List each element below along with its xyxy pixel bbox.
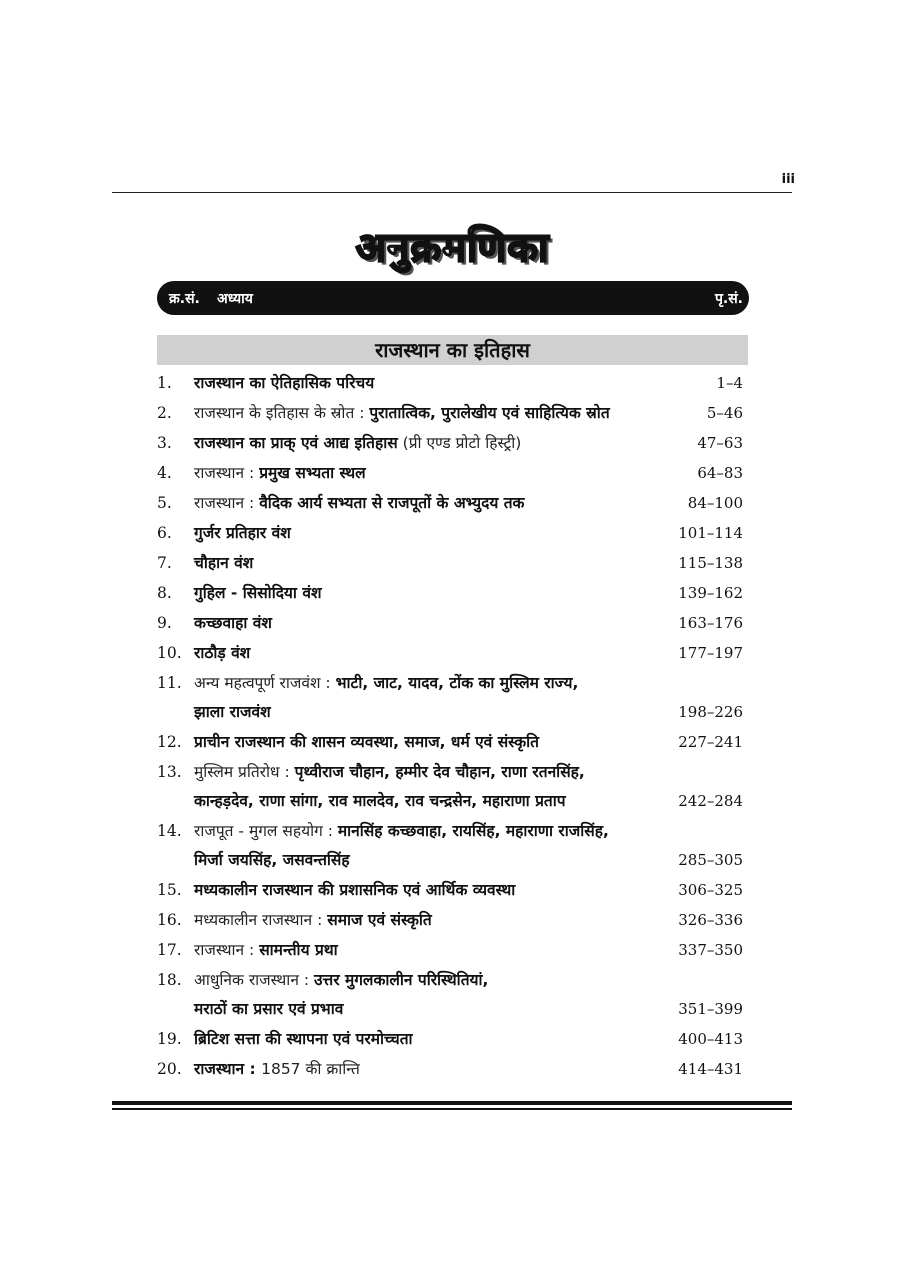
toc-entry[interactable] (157, 1024, 743, 1054)
toc-entry-line (157, 965, 743, 995)
toc-entry[interactable] (157, 668, 743, 727)
toc-entry-pages: 177–197 (678, 644, 743, 662)
toc-entry-pages: 5–46 (706, 404, 743, 422)
toc-entry-prefix: राजपूत - मुगल सहयोग : (194, 822, 338, 840)
toc-entry-pages: 1–4 (716, 374, 743, 392)
toc-entry-pages: 242–284 (678, 792, 743, 810)
toc-entry-prefix: आधुनिक राजस्थान : (194, 971, 314, 989)
toc-entry-title (194, 398, 610, 428)
toc-entry-title (194, 428, 521, 458)
toc-entry-pages: 326–336 (678, 911, 743, 929)
toc-entry-line (157, 875, 743, 905)
toc-entry-main: मानसिंह कच्छवाहा, रायसिंह, महाराणा राजसिंह, (337, 822, 609, 840)
toc-entry[interactable] (157, 428, 743, 458)
header-pages-label: पृ.सं. (714, 291, 743, 307)
toc-entry-line (157, 905, 743, 935)
toc-entry-pages: 306–325 (678, 881, 743, 899)
toc-entry-main: राजस्थान का ऐतिहासिक परिचय (194, 374, 375, 392)
toc-entry[interactable] (157, 608, 743, 638)
toc-entry-number: 4. (157, 464, 172, 482)
toc-entry-pages: 84–100 (687, 494, 743, 512)
toc-entry-pages: 115–138 (678, 554, 743, 572)
toc-entry[interactable] (157, 935, 743, 965)
toc-entry[interactable] (157, 875, 743, 905)
toc-entry-main: पृथ्वीराज चौहान, हम्मीर देव चौहान, राणा रतनसिंह, (294, 763, 585, 781)
toc-entry-number: 15. (157, 881, 182, 899)
toc-entry-line (157, 548, 743, 578)
toc-entry-number: 13. (157, 763, 182, 781)
toc-entry-title (194, 816, 609, 846)
toc-entry-pages: 64–83 (697, 464, 743, 482)
toc-header-bar (157, 281, 749, 315)
toc-entry-line (157, 638, 743, 668)
toc-entry-prefix: मध्यकालीन राजस्थान : (194, 911, 328, 929)
toc-entry-number: 17. (157, 941, 182, 959)
toc-entry-line (157, 668, 743, 698)
toc-entry-main: गुर्जर प्रतिहार वंश (194, 524, 291, 542)
toc-entry-main: चौहान वंश (194, 554, 254, 572)
toc-entry-main: भाटी, जाट, यादव, टोंक का मुस्लिम राज्य, (335, 674, 579, 692)
toc-entry-number: 3. (157, 434, 172, 452)
toc-entry-pages: 227–241 (678, 733, 743, 751)
toc-entry-pages: 139–162 (678, 584, 743, 602)
toc-entry[interactable] (157, 548, 743, 578)
toc-entry[interactable] (157, 816, 743, 875)
toc-entry-line (157, 578, 743, 608)
toc-entry-title (194, 1024, 413, 1054)
toc-entry-pages: 285–305 (678, 851, 743, 869)
toc-entry-number: 18. (157, 971, 182, 989)
toc-entry[interactable] (157, 638, 743, 668)
toc-entry-title (194, 935, 338, 965)
toc-entry-main: मध्यकालीन राजस्थान की प्रशासनिक एवं आर्थिक व्यवस्था (194, 881, 516, 899)
toc-entry-prefix: अन्य महत्वपूर्ण राजवंश : (194, 674, 336, 692)
toc-entry-title (194, 548, 253, 578)
toc-entry[interactable] (157, 368, 743, 398)
toc-entry-number: 5. (157, 494, 172, 512)
toc-entry-title (194, 368, 374, 398)
toc-entry-line (157, 1024, 743, 1054)
toc-entry-main: गुहिल - सिसोदिया वंश (194, 584, 322, 602)
toc-entry-suffix: 1857 की क्रान्ति (261, 1060, 360, 1078)
toc-entry-continuation (157, 846, 743, 875)
bottom-rule-thick (112, 1101, 792, 1105)
toc-entry-main: सामन्तीय प्रथा (259, 941, 338, 959)
toc-entry-line (157, 757, 743, 787)
toc-entry-title (194, 518, 291, 548)
toc-entry-title (194, 578, 322, 608)
toc-entry-title (194, 757, 585, 787)
toc-entry-number: 10. (157, 644, 182, 662)
toc-entry-number: 16. (157, 911, 182, 929)
toc-entry-pages: 163–176 (678, 614, 743, 632)
toc-entry-number: 6. (157, 524, 172, 542)
toc-entry-line (157, 935, 743, 965)
toc-entry[interactable] (157, 458, 743, 488)
toc-entry-continuation (157, 995, 743, 1024)
toc-entry-pages: 400–413 (678, 1030, 743, 1048)
toc-entry-title (194, 727, 539, 757)
toc-entry[interactable] (157, 727, 743, 757)
page-title: अनुक्रमणिका (355, 225, 550, 271)
toc-entry-number: 1. (157, 374, 172, 392)
toc-entry-number: 11. (157, 674, 182, 692)
toc-entry-continuation-text (194, 698, 271, 727)
bottom-rule-thin (112, 1108, 792, 1110)
toc-entry-line (157, 608, 743, 638)
toc-entry-title (194, 1054, 360, 1084)
toc-entry-continuation-text (194, 846, 350, 875)
toc-entry-pages: 47–63 (697, 434, 743, 452)
toc-entry-main: राजस्थान : (194, 1060, 262, 1078)
top-rule (112, 192, 792, 193)
toc-entry-title (194, 638, 250, 668)
toc-entry-number: 19. (157, 1030, 182, 1048)
toc-entry[interactable] (157, 965, 743, 1024)
toc-entry-line (157, 727, 743, 757)
toc-entry-title (194, 458, 366, 488)
toc-entry-number: 12. (157, 733, 182, 751)
toc-entry-continuation-main: मिर्जा जयसिंह, जसवन्तसिंह (194, 851, 350, 869)
toc-entry-main: वैदिक आर्य सभ्यता से राजपूतों के अभ्युदय तक (259, 494, 525, 512)
toc-entry-line (157, 518, 743, 548)
toc-entry[interactable] (157, 905, 743, 935)
toc-entry-continuation-main: झाला राजवंश (194, 703, 271, 721)
toc-entry-main: कच्छवाहा वंश (194, 614, 272, 632)
toc-entry-main: पुरातात्विक, पुरालेखीय एवं साहित्यिक स्रोत (369, 404, 610, 422)
toc-entry-number: 2. (157, 404, 172, 422)
toc-entry-line (157, 398, 743, 428)
toc-entry[interactable] (157, 757, 743, 816)
toc-entry[interactable] (157, 518, 743, 548)
toc-entry-continuation-text (194, 995, 343, 1024)
toc-entry-continuation (157, 698, 743, 727)
header-chapter-label: अध्याय (217, 291, 253, 307)
toc-entry-continuation-text (194, 787, 566, 816)
toc-entry-pages: 198–226 (678, 703, 743, 721)
toc-entry-title (194, 668, 578, 698)
toc-entry-number: 14. (157, 822, 182, 840)
header-serial-label: क्र.सं. (169, 291, 200, 307)
toc-entry-continuation-main: कान्हड़देव, राणा सांगा, राव मालदेव, राव चन्द्रसेन, महाराणा प्रताप (194, 792, 566, 810)
toc-entry-pages: 414–431 (678, 1060, 743, 1078)
toc-entry-main: समाज एवं संस्कृति (327, 911, 432, 929)
toc-entry[interactable] (157, 398, 743, 428)
section-title: राजस्थान का इतिहास (157, 335, 748, 365)
toc-entry-continuation (157, 787, 743, 816)
toc-entry-title (194, 608, 272, 638)
toc-entry-line (157, 816, 743, 846)
toc-entry-number: 9. (157, 614, 172, 632)
toc-entry-number: 20. (157, 1060, 182, 1078)
table-of-contents (157, 368, 743, 1084)
toc-entry-line (157, 428, 743, 458)
toc-entry-title (194, 905, 432, 935)
toc-entry-prefix: राजस्थान : (194, 941, 260, 959)
toc-entry-prefix: मुस्लिम प्रतिरोध : (194, 763, 295, 781)
toc-entry-line (157, 488, 743, 518)
toc-entry-title (194, 965, 488, 995)
toc-entry-main: राठौड़ वंश (194, 644, 251, 662)
toc-entry-main: प्राचीन राजस्थान की शासन व्यवस्था, समाज, धर्म एवं संस्कृति (194, 733, 539, 751)
toc-entry-prefix: राजस्थान : (194, 464, 260, 482)
toc-entry[interactable] (157, 488, 743, 518)
toc-entry-pages: 351–399 (678, 1000, 743, 1018)
toc-entry-prefix: राजस्थान : (194, 494, 260, 512)
toc-entry-main: प्रमुख सभ्यता स्थल (259, 464, 366, 482)
toc-entry-main: ब्रिटिश सत्ता की स्थापना एवं परमोच्चता (194, 1030, 413, 1048)
toc-entry-main: उत्तर मुगलकालीन परिस्थितियां, (314, 971, 489, 989)
toc-entry-prefix: राजस्थान के इतिहास के स्रोत : (194, 404, 370, 422)
toc-entry-title (194, 488, 524, 518)
toc-entry-continuation-main: मराठों का प्रसार एवं प्रभाव (194, 1000, 344, 1018)
toc-entry[interactable] (157, 578, 743, 608)
toc-entry-title (194, 875, 515, 905)
toc-entry-number: 8. (157, 584, 172, 602)
toc-entry-pages: 101–114 (678, 524, 743, 542)
toc-entry-number: 7. (157, 554, 172, 572)
toc-entry-suffix: (प्री एण्ड प्रोटो हिस्ट्री) (397, 434, 522, 452)
toc-entry[interactable] (157, 1054, 743, 1084)
toc-entry-line (157, 1054, 743, 1084)
toc-entry-main: राजस्थान का प्राक् एवं आद्य इतिहास (194, 434, 398, 452)
toc-entry-line (157, 368, 743, 398)
toc-entry-line (157, 458, 743, 488)
page-number: iii (781, 172, 795, 187)
toc-entry-pages: 337–350 (678, 941, 743, 959)
